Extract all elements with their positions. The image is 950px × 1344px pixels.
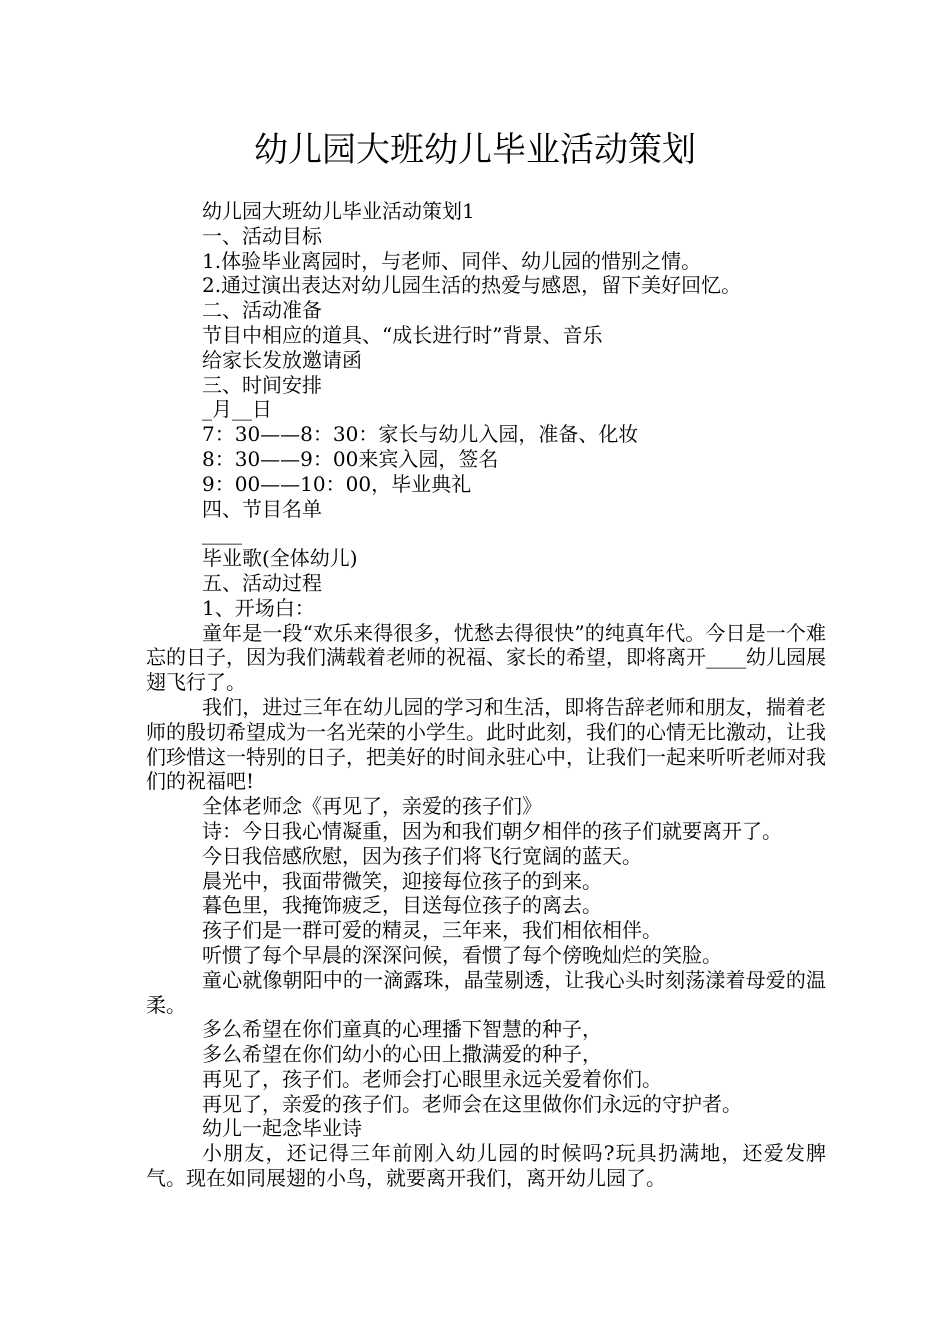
paragraph: 全体老师念《再见了，亲爱的孩子们》 — [202, 794, 542, 819]
paragraph: 再见了，孩子们。老师会打心眼里永远关爱着你们。 — [202, 1066, 662, 1091]
paragraph: 多么希望在你们幼小的心田上撒满爱的种子， — [202, 1042, 602, 1067]
paragraph: 暮色里，我掩饰疲乏，目送每位孩子的离去。 — [202, 893, 602, 918]
paragraph: 诗：今日我心情凝重，因为和我们朝夕相伴的孩子们就要离开了。 — [202, 818, 782, 843]
paragraph: 孩子们是一群可爱的精灵，三年来，我们相依相伴。 — [202, 918, 662, 943]
paragraph: 一、活动目标 — [202, 223, 322, 248]
paragraph: 二、活动准备 — [202, 298, 322, 323]
paragraph: 晨光中，我面带微笑，迎接每位孩子的到来。 — [202, 868, 602, 893]
paragraph: 今日我倍感欣慰，因为孩子们将飞行宽阔的蓝天。 — [202, 843, 642, 868]
paragraph: 三、时间安排 — [202, 372, 322, 397]
paragraph: 童心就像朝阳中的一滴露珠，晶莹剔透，让我心头时刻荡漾着母爱的温柔。 — [146, 967, 826, 1017]
document-title: 幼儿园大班幼儿毕业活动策划 — [254, 130, 696, 170]
paragraph: 我们，进过三年在幼儿园的学习和生活，即将告辞老师和朋友，揣着老师的殷切希望成为一名光荣的小学生。此时此刻，我们的心情无比激动，让我们珍惜这一特别的日子，把美好的时间永驻心中，让我们一起来听听老师对我们的祝福吧! — [146, 694, 826, 794]
paragraph: 再见了，亲爱的孩子们。老师会在这里做你们永远的守护者。 — [202, 1091, 742, 1116]
paragraph: _月__日 — [202, 397, 272, 422]
paragraph: 2.通过演出表达对幼儿园生活的热爱与感恩，留下美好回忆。 — [202, 273, 742, 298]
paragraph: ____ — [202, 521, 242, 546]
paragraph: 7：30——8：30：家长与幼儿入园，准备、化妆 — [202, 422, 639, 447]
paragraph: 听惯了每个早晨的深深问候，看惯了每个傍晚灿烂的笑脸。 — [202, 942, 722, 967]
paragraph: 毕业歌(全体幼儿) — [202, 546, 358, 571]
paragraph: 节目中相应的道具、“成长进行时”背景、音乐 — [202, 322, 603, 347]
paragraph: 8：30——9：00来宾入园，签名 — [202, 446, 499, 471]
paragraph: 童年是一段“欢乐来得很多，忧愁去得很快”的纯真年代。今日是一个难忘的日子，因为我们满载着老师的祝福、家长的希望，即将离开____幼儿园展翅飞行了。 — [146, 620, 826, 695]
paragraph: 多么希望在你们童真的心理播下智慧的种子， — [202, 1017, 602, 1042]
paragraph: 小朋友，还记得三年前刚入幼儿园的时候吗?玩具扔满地，还爱发脾气。现在如同展翅的小鸟，就要离开我们，离开幼儿园了。 — [146, 1141, 826, 1191]
document-body — [146, 199, 826, 1191]
paragraph: 幼儿一起念毕业诗 — [202, 1116, 362, 1141]
paragraph: 1、开场白： — [202, 595, 315, 620]
paragraph: 五、活动过程 — [202, 570, 322, 595]
paragraph: 1.体验毕业离园时，与老师、同伴、幼儿园的惜别之情。 — [202, 248, 702, 273]
paragraph: 给家长发放邀请函 — [202, 347, 362, 372]
paragraph: 四、节目名单 — [202, 496, 322, 521]
paragraph: 幼儿园大班幼儿毕业活动策划1 — [202, 199, 475, 223]
paragraph: 9：00——10：00，毕业典礼 — [202, 471, 472, 496]
